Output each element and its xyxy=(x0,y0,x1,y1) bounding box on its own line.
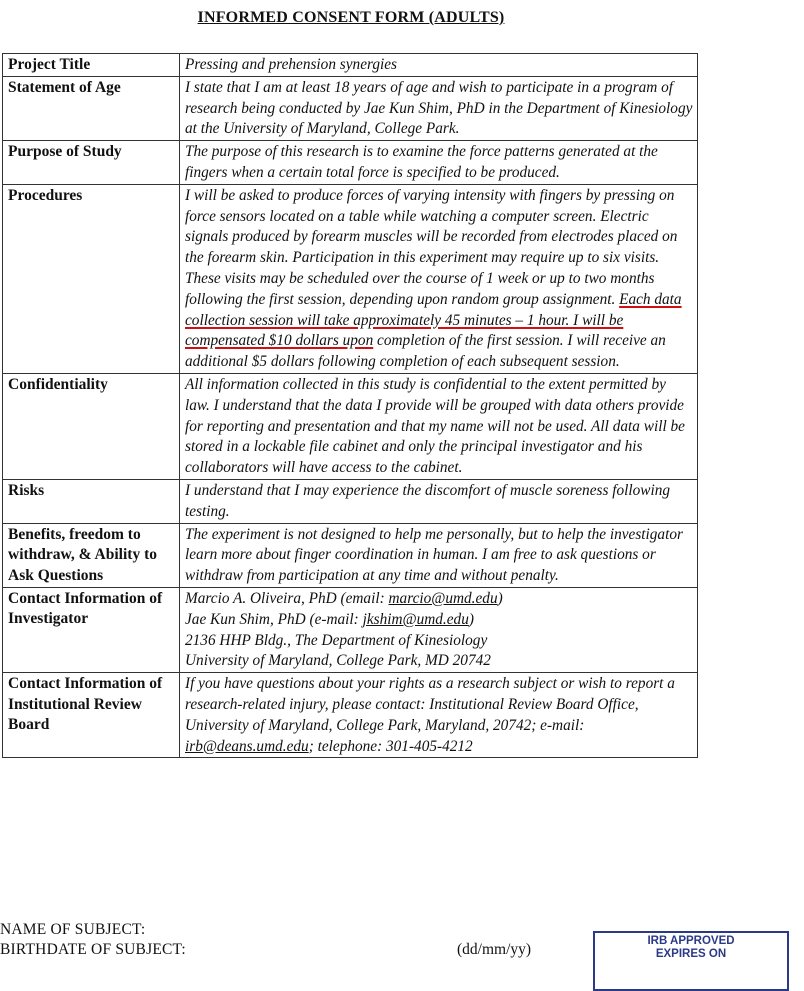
stamp-line: IRB APPROVED xyxy=(647,935,735,947)
procedures-text-b: completion of the first session. I will receive an additional $5 dollars following completion of each subsequent session. xyxy=(185,332,666,371)
row-procedures xyxy=(3,184,698,373)
row-text xyxy=(180,587,698,672)
consent-table xyxy=(2,53,698,758)
row-label: Procedures xyxy=(3,184,180,373)
contact-line: 2136 HHP Bldg., The Department of Kinesiology xyxy=(185,631,488,649)
email-link[interactable]: irb@deans.umd.edu xyxy=(185,737,309,755)
row-text: Pressing and prehension synergies xyxy=(180,54,698,77)
row-text xyxy=(180,184,698,373)
email-link[interactable]: jkshim@umd.edu xyxy=(362,610,469,628)
email-link[interactable]: marcio@umd.edu xyxy=(388,589,498,607)
highlighted-compensation-text: Each data collection session will take approximately 45 minutes – 1 hour. I will be compensated $10 dollars upon xyxy=(185,290,682,350)
row-label: Contact Information of Institutional Review Board xyxy=(3,673,180,758)
row-label: Project Title xyxy=(3,54,180,77)
stamp-line: EXPIRES ON xyxy=(655,948,727,960)
contact-text: ) xyxy=(497,589,503,607)
row-project-title xyxy=(3,54,698,77)
row-text: The experiment is not designed to help me personally, but to help the investigator learn more about finger coordination in human. I am free to ask questions or withdraw from participation at any time and without penalty. xyxy=(180,523,698,587)
contact-text: Jae Kun Shim, PhD (e-mail: xyxy=(185,610,363,628)
irb-text-b: ; telephone: 301-405-4212 xyxy=(308,737,473,755)
row-text xyxy=(180,673,698,758)
row-benefits xyxy=(3,523,698,587)
row-label: Confidentiality xyxy=(3,373,180,479)
row-label: Statement of Age xyxy=(3,76,180,140)
subject-birthdate-label: BIRTHDATE OF SUBJECT: xyxy=(0,941,186,958)
procedures-text-a: I will be asked to produce forces of varying intensity with fingers by pressing on force sensors located on a table while watching a computer screen. Electric signals produced by forearm muscles will be recorded from electrodes placed on the forearm skin. Participation in this experiment may require up to six visits. These visits may be scheduled over the course of 1 week or up to two months following the first session, depending upon random group assignment. xyxy=(185,186,678,308)
contact-line xyxy=(185,610,693,631)
row-irb-contact xyxy=(3,673,698,758)
subject-name-label: NAME OF SUBJECT: xyxy=(0,921,146,938)
date-format-hint: (dd/mm/yy) xyxy=(457,941,532,958)
contact-line xyxy=(185,589,693,610)
row-risks xyxy=(3,479,698,523)
row-text: I state that I am at least 18 years of age and wish to participate in a program of research being conducted by Jae Kun Shim, PhD in the Department of Kinesiology at the University of Maryland, College Park. xyxy=(180,76,698,140)
contact-text: Marcio A. Oliveira, PhD (email: xyxy=(185,589,389,607)
row-purpose xyxy=(3,141,698,185)
irb-approval-stamp xyxy=(593,931,789,991)
row-label: Purpose of Study xyxy=(3,141,180,185)
row-text: All information collected in this study is confidential to the extent permitted by law. I understand that the data I provide will be grouped with data others provide for reporting and presentation and that my name will not be used. All data will be stored in a lockable file cabinet and only the principal investigator and his collaborators will have access to the cabinet. xyxy=(180,373,698,479)
row-investigator-contact xyxy=(3,587,698,672)
irb-text-a: If you have questions about your rights as a research subject or wish to report a research-related injury, please contact: Institutional Review Board Office, University of Maryland, College Park, Maryland, 20742; e-mail: xyxy=(185,675,675,734)
row-text: I understand that I may experience the discomfort of muscle soreness following testing. xyxy=(180,479,698,523)
row-text: The purpose of this research is to examine the force patterns generated at the fingers when a certain total force is specified to be produced. xyxy=(180,141,698,185)
row-label: Benefits, freedom to withdraw, & Ability to Ask Questions xyxy=(3,523,180,587)
row-confidentiality xyxy=(3,373,698,479)
row-statement-of-age xyxy=(3,76,698,140)
contact-line: University of Maryland, College Park, MD 20742 xyxy=(185,652,491,670)
contact-text: ) xyxy=(468,610,474,628)
row-label: Risks xyxy=(3,479,180,523)
form-title: INFORMED CONSENT FORM (ADULTS) xyxy=(197,9,505,26)
row-label: Contact Information of Investigator xyxy=(3,587,180,672)
